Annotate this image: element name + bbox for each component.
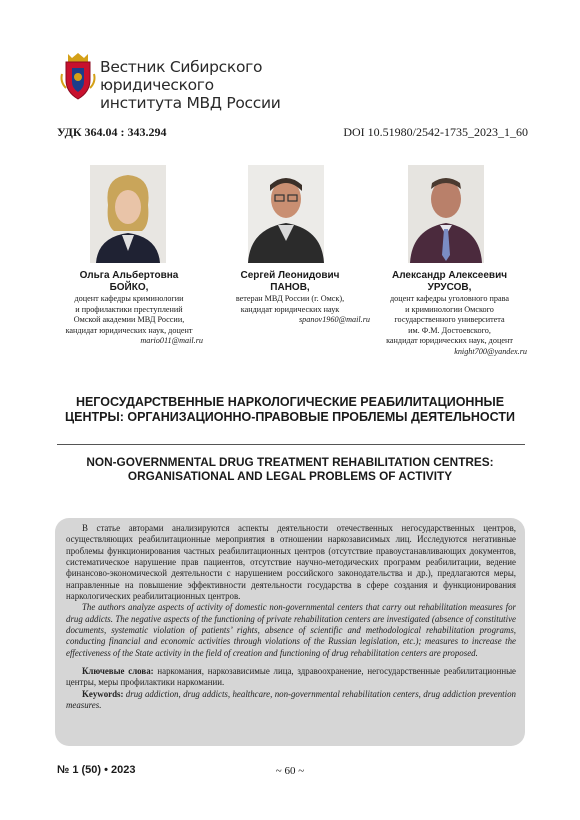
author-surname: ПАНОВ, — [270, 282, 310, 293]
article-title-en-line2: ORGANISATIONAL AND LEGAL PROBLEMS OF ACTIVITY — [127, 468, 453, 483]
journal-title-line1: Вестник Сибирского юридического — [100, 58, 263, 94]
author-photo-urusov — [408, 165, 484, 263]
article-title-ru-line1: НЕГОСУДАРСТВЕННЫЕ НАРКОЛОГИЧЕСКИЕ РЕАБИЛИТАЦИОННЫЕ — [75, 395, 505, 409]
author-panov — [210, 270, 370, 326]
author-given-name: Александр Алексеевич — [391, 270, 508, 281]
author-affiliation-line: доцент кафедры криминологии — [74, 294, 184, 303]
keywords-en-label: Keywords: — [82, 688, 124, 699]
title-divider — [57, 444, 525, 445]
page-number: ~ 60 ~ — [275, 765, 305, 777]
keywords-ru-text: наркомания, наркозависимые лица, здравоохранение, негосударственные реабилитационные центры, меры профилактики наркомании. — [66, 666, 516, 688]
author-email[interactable]: knight700@yandex.ru — [454, 346, 527, 356]
article-title-en — [60, 456, 520, 483]
issue-number: № 1 (50) • 2023 — [57, 764, 136, 776]
author-affiliation-line: ветеран МВД России (г. Омск), — [235, 294, 345, 303]
author-given-name: Сергей Леонидович — [240, 270, 340, 281]
author-photo-panov — [248, 165, 324, 263]
journal-title — [100, 58, 360, 112]
abstract-ru: В статье авторами анализируются аспекты деятельности отечественных негосударственных центров, осуществляющих реабилитационные мероприятия в отношении наркозависимых лиц. Исследуются негативные проблемы функционирования частных реабилитационных центров (отсутствие правоустанавливающих документов, систематическое нарушение прав пациентов, отсутствие научно-методических программ реабилитации, ведение финансово-экономической деятельности с нарушением российского законодательства и др.), предлагаются меры, направленные на повышение эффективности деятельности государства в сфере создания и функционирования наркологических реабилитационных центров. — [66, 523, 516, 602]
author-given-name: Ольга Альбертовна — [79, 270, 179, 281]
abstract — [66, 523, 516, 712]
article-title-en-line1: NON-GOVERNMENTAL DRUG TREATMENT REHABILITATION CENTRES: — [86, 455, 494, 469]
author-affiliation-line: кандидат юридических наук, доцент — [65, 325, 193, 335]
author-urusov — [372, 270, 527, 358]
keywords-en — [66, 689, 516, 712]
author-affiliation-line: кандидат юридических наук — [240, 304, 340, 314]
udc-code: УДК 364.04 : 343.294 — [57, 125, 167, 139]
author-affiliation-line: доцент кафедры уголовного права — [390, 294, 509, 303]
author-surname: БОЙКО, — [109, 282, 149, 293]
article-title-ru-line2: ЦЕНТРЫ: ОРГАНИЗАЦИОННО-ПРАВОВЫЕ ПРОБЛЕМЫ ДЕЯТЕЛЬНОСТИ — [65, 410, 515, 424]
keywords-en-text: drug addiction, drug addicts, healthcare, non-governmental rehabilitation centers, drug addiction prevention measures. — [66, 688, 516, 711]
journal-title-line2: института МВД России — [100, 94, 281, 112]
keywords-block — [66, 666, 516, 711]
author-boyko — [55, 270, 203, 347]
abstract-en: The authors analyze aspects of activity of domestic non-governmental centers that carry out rehabilitation measures for drug addicts. The negative aspects of the functioning of private rehabilitation centers are investigated (absence of constitutive documents, systematic violation of patients’ rights, absence of scientific and methodological rehabilitation programs, conducting financial and economic activities through violations of the Russian legislation, etc.); measures to increase the effectiveness of the State activity in the field of creation and functioning of drug rehabilitation centers are proposed. — [66, 602, 516, 658]
author-affiliation-line: государственного университета — [394, 315, 505, 325]
author-surname: УРУСОВ, — [427, 282, 472, 293]
emblem-icon — [58, 52, 98, 102]
keywords-ru-label: Ключевые слова: — [82, 666, 154, 677]
author-email[interactable]: spanov1960@mail.ru — [299, 315, 370, 325]
article-title-ru — [60, 395, 520, 425]
author-affiliation-line: и криминологии Омского — [405, 304, 494, 314]
author-photo-boyko — [90, 165, 166, 263]
doi: DOI 10.51980/2542-1735_2023_1_60 — [343, 125, 528, 139]
author-affiliation-line: и профилактики преступлений — [75, 304, 183, 314]
author-affiliation-line: кандидат юридических наук, доцент — [386, 336, 513, 346]
keywords-ru — [66, 666, 516, 689]
author-affiliation-line: им. Ф.М. Достоевского, — [408, 325, 491, 335]
author-affiliation-line: Омской академии МВД России, — [73, 315, 185, 325]
author-email[interactable]: mario011@mail.ru — [140, 336, 203, 346]
